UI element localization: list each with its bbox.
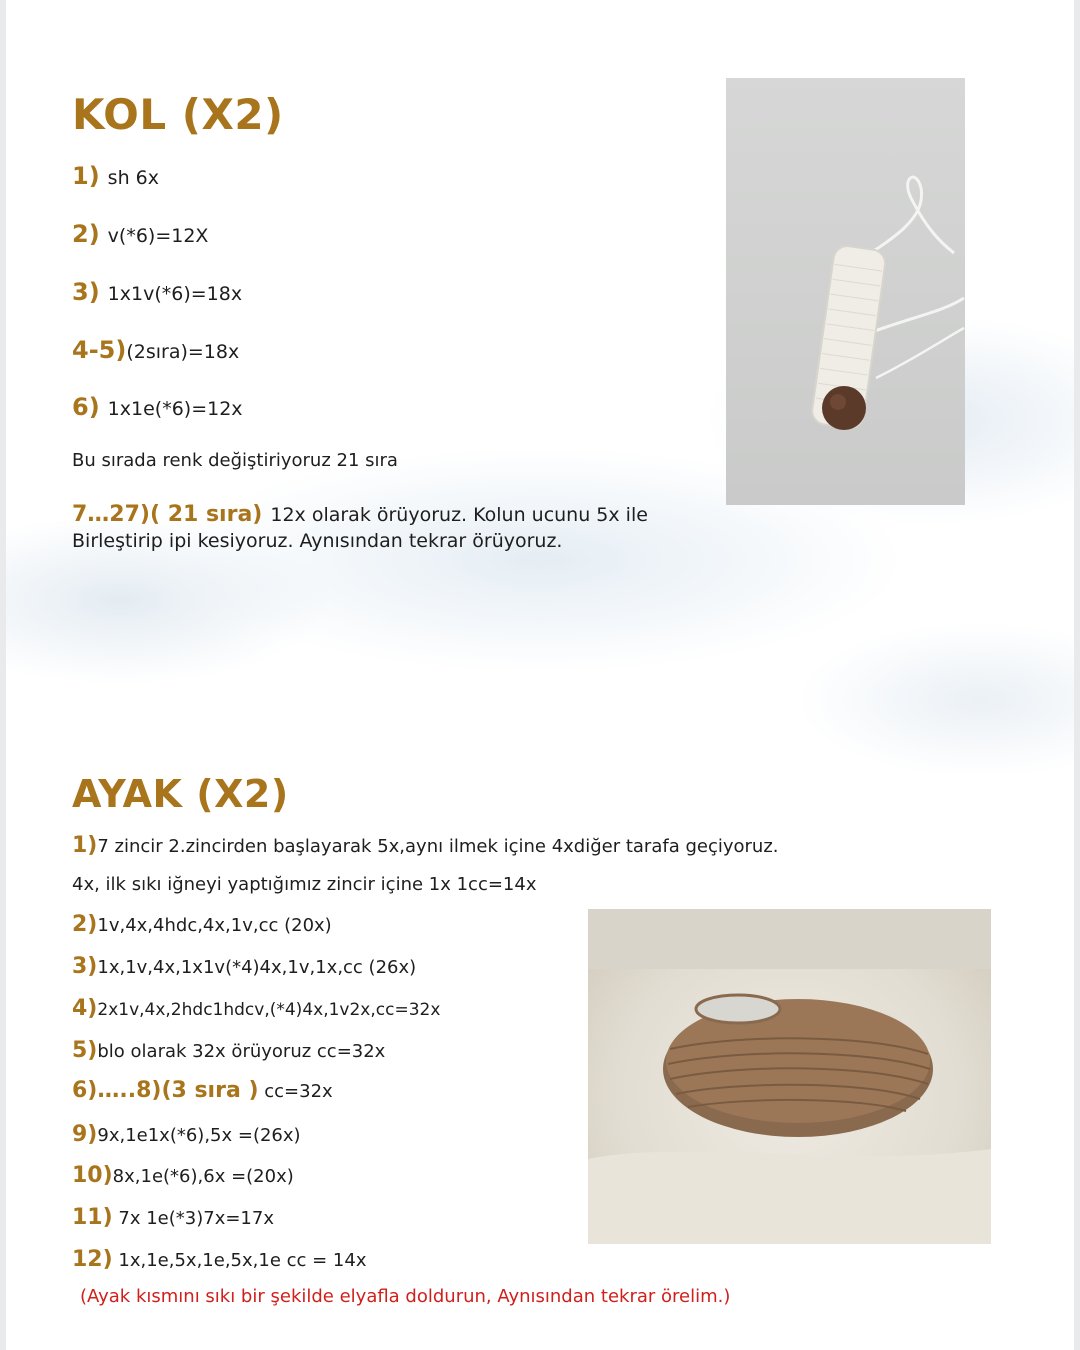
kol-row-6 [72, 393, 243, 421]
ayak-row-10 [72, 1163, 294, 1188]
row-number: 1) [72, 162, 100, 190]
kol-heading: KOL (X2) [72, 90, 284, 139]
row-text: 12x olarak örüyoruz. Kolun ucunu 5x ile [270, 504, 648, 526]
row-number: 9) [72, 1122, 98, 1147]
row-text: cc=32x [258, 1081, 333, 1102]
crochet-arm-image [726, 78, 965, 505]
kol-row-4-5 [72, 336, 239, 364]
row-number: 5) [72, 1038, 98, 1063]
row-number: 2) [72, 912, 98, 937]
row-text: 8x,1e(*6),6x =(20x) [112, 1166, 294, 1187]
row-text: 1x1e(*6)=12x [107, 398, 243, 420]
kol-step-7 [72, 502, 648, 554]
row-text: 1x,1v,4x,1x1v(*4)4x,1v,1x,cc (26x) [97, 957, 417, 978]
ayak-row-1 [72, 833, 779, 858]
row-text: 7 zincir 2.zincirden başlayarak 5x,aynı ilmek içine 4xdiğer tarafa geçiyoruz. [97, 836, 779, 857]
row-number: 1) [72, 833, 98, 858]
kol-row-1 [72, 162, 159, 190]
row-text-continued: Birleştirip ipi kesiyoruz. Aynısından tekrar örüyoruz. [72, 530, 563, 552]
row-number: 6)…..8)(3 sıra ) [72, 1078, 259, 1103]
row-text: 7x 1e(*3)7x=17x [112, 1208, 274, 1229]
row-number: 10) [72, 1163, 113, 1188]
ayak-row-2 [72, 912, 332, 937]
row-number: 3) [72, 954, 98, 979]
ayak-heading: AYAK (X2) [72, 772, 289, 816]
row-number: 11) [72, 1205, 113, 1230]
row-number: 7…27)( 21 sıra) [72, 502, 263, 527]
ayak-row-4 [72, 996, 440, 1021]
row-number: 6) [72, 393, 100, 421]
row-text: blo olarak 32x örüyoruz cc=32x [97, 1041, 386, 1062]
row-text: (2sıra)=18x [126, 341, 240, 363]
ayak-row-12 [72, 1247, 367, 1272]
stuffing-note: (Ayak kısmını sıkı bir şekilde elyafla doldurun, Aynısından tekrar örelim.) [80, 1286, 731, 1307]
ayak-row-11 [72, 1205, 274, 1230]
arm-photo [726, 78, 965, 505]
right-edge [1074, 0, 1080, 1350]
row-number: 2) [72, 220, 100, 248]
left-edge [0, 0, 6, 1350]
row-number: 4-5) [72, 336, 127, 364]
ayak-row-9 [72, 1122, 301, 1147]
row-text: 1v,4x,4hdc,4x,1v,cc (20x) [97, 915, 332, 936]
ayak-row-6-8 [72, 1078, 333, 1103]
kol-row-3 [72, 278, 242, 306]
ayak-row-1-continued: 4x, ilk sıkı iğneyi yaptığımız zincir içine 1x 1cc=14x [72, 874, 537, 895]
color-change-note: Bu sırada renk değiştiriyoruz 21 sıra [72, 450, 398, 471]
row-number: 4) [72, 996, 98, 1021]
row-text: 1x1v(*6)=18x [107, 283, 243, 305]
ayak-row-5 [72, 1038, 385, 1063]
row-text: sh 6x [107, 167, 159, 189]
row-text: 2x1v,4x,2hdc1hdcv,(*4)4x,1v2x,cc=32x [97, 1000, 441, 1020]
ayak-row-3 [72, 954, 416, 979]
foot-photo [588, 909, 991, 1244]
row-number: 3) [72, 278, 100, 306]
crochet-foot-image [588, 909, 991, 1244]
row-text: 9x,1e1x(*6),5x =(26x) [97, 1125, 301, 1146]
row-text: 1x,1e,5x,1e,5x,1e cc = 14x [112, 1250, 367, 1271]
kol-row-2 [72, 220, 208, 248]
row-text: v(*6)=12X [107, 225, 209, 247]
row-number: 12) [72, 1247, 113, 1272]
